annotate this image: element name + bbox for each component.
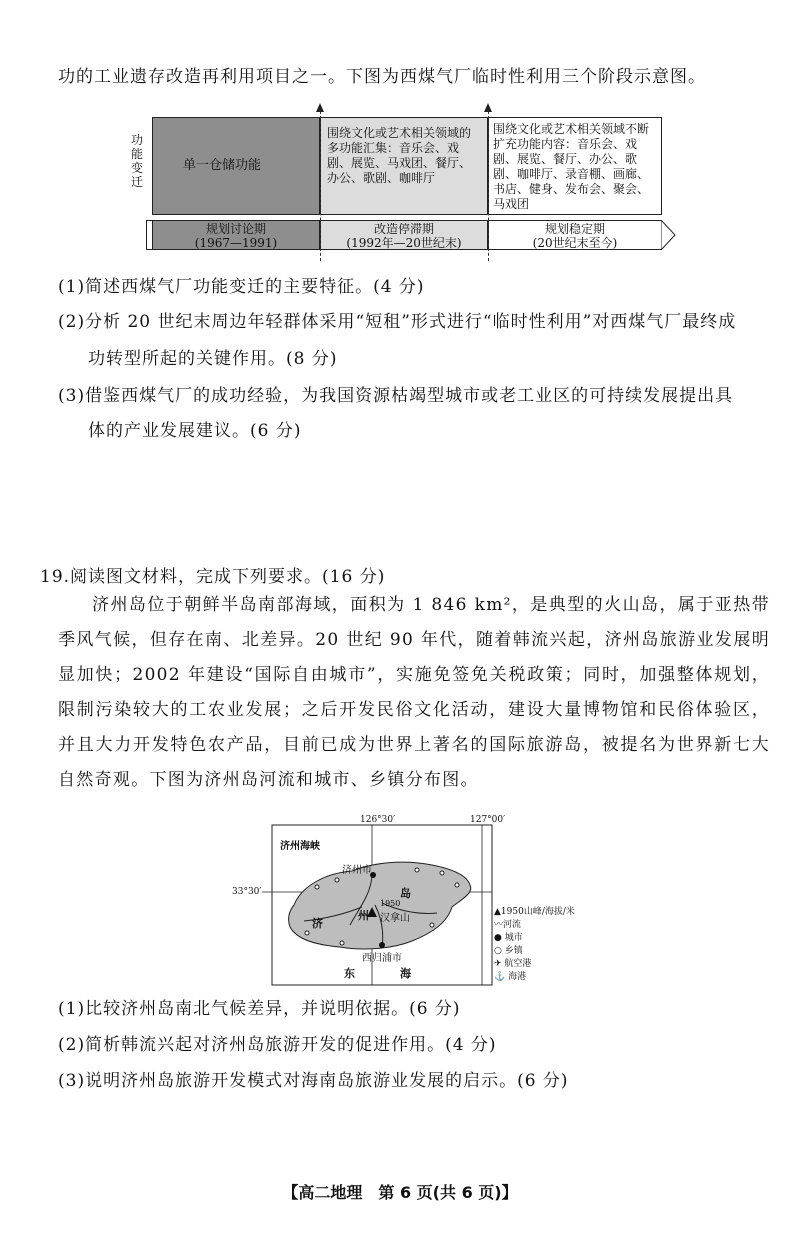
legend-city: ● 城市 bbox=[494, 933, 523, 943]
strait-label: 济州海峡 bbox=[280, 841, 320, 852]
longitude-label: 126°30′ bbox=[360, 815, 396, 825]
intro-line: 功的工业遗存改造再利用项目之一。下图为西煤气厂临时性利用三个阶段示意图。 bbox=[58, 67, 706, 87]
stage3-years: (20世纪末至今) bbox=[532, 236, 618, 250]
q18-sub2b: 功转型所起的关键作用。(8 分) bbox=[88, 349, 338, 369]
timeline-arrow-icon bbox=[661, 220, 677, 250]
city-label-south: 西归浦市 bbox=[362, 953, 402, 964]
stage2-function-box bbox=[320, 117, 488, 215]
legend-seaport: ⚓ 海港 bbox=[494, 972, 527, 982]
town-marker bbox=[415, 868, 419, 872]
island-label: 济 bbox=[312, 917, 323, 930]
q18-sub2a: (2)分析 20 世纪末周边年轻群体采用“短租”形式进行“临时性利用”对西煤气厂最终成 bbox=[58, 312, 737, 332]
q19-material bbox=[58, 588, 770, 798]
stage-diagram bbox=[128, 103, 688, 261]
stage1-function-text: 单一仓储功能 bbox=[183, 158, 262, 173]
divider-1 bbox=[320, 111, 321, 261]
town-marker bbox=[430, 923, 434, 927]
stage3-period bbox=[488, 220, 662, 250]
city-marker bbox=[379, 942, 385, 948]
y-axis-label: 功能变迁 bbox=[130, 133, 143, 189]
map-legend bbox=[494, 906, 575, 984]
q18-sub3b: 体的产业发展建议。(6 分) bbox=[88, 421, 302, 441]
legend-airport: ✈ 航空港 bbox=[494, 959, 532, 969]
sea-label: 海 bbox=[400, 967, 411, 980]
town-marker bbox=[305, 931, 309, 935]
stage3-name: 规划稳定期 bbox=[544, 222, 605, 236]
arrow-up-icon bbox=[484, 103, 492, 112]
q19-sub3: (3)说明济州岛旅游开发模式对海南岛旅游业发展的启示。(6 分) bbox=[58, 1071, 569, 1091]
island-label: 岛 bbox=[400, 887, 411, 900]
town-marker bbox=[340, 941, 344, 945]
stage1-function-box bbox=[152, 117, 320, 215]
stage2-period bbox=[320, 220, 488, 250]
longitude-label: 127°00′ bbox=[470, 815, 506, 825]
legend-peak: ▲1950山峰/海拔/米 bbox=[494, 907, 575, 917]
page-footer: 【高二地理 第 6 页(共 6 页)】 bbox=[282, 1183, 518, 1202]
arrow-up-icon bbox=[316, 103, 324, 112]
stage2-name: 改造停滞期 bbox=[373, 222, 434, 236]
stage2-years: (1992年—20世纪末) bbox=[346, 236, 462, 250]
legend-river: 〰河流 bbox=[494, 920, 522, 930]
stage2-function-text: 围绕文化或艺术相关领域的多功能汇集：音乐会、戏剧、展览、马戏团、餐厅、办公、歌剧、咖啡厅 bbox=[327, 126, 472, 185]
stage3-function-box bbox=[488, 117, 662, 215]
q18-sub3a: (3)借鉴西煤气厂的成功经验，为我国资源枯竭型城市或老工业区的可持续发展提出具 bbox=[58, 386, 734, 406]
town-marker bbox=[315, 885, 319, 889]
stage3-function-text: 围绕文化或艺术相关领域不断扩充功能内容：音乐会、戏剧、展览、餐厅、办公、歌剧、咖啡厅、录音棚、画廊、书店、健身、发布会、聚会、马戏团 bbox=[493, 122, 650, 211]
divider-2 bbox=[488, 111, 489, 261]
stage1-years: (1967—1991) bbox=[194, 236, 278, 250]
q18-sub1: (1)简述西煤气厂功能变迁的主要特征。(4 分) bbox=[58, 277, 425, 297]
stage1-period bbox=[152, 220, 320, 250]
town-marker bbox=[335, 878, 339, 882]
sea-label: 东 bbox=[344, 967, 355, 980]
q19-title: 19.阅读图文材料，完成下列要求。(16 分) bbox=[40, 567, 386, 587]
town-marker bbox=[455, 883, 459, 887]
city-label-north: 济州市 bbox=[342, 865, 372, 876]
town-marker bbox=[440, 871, 444, 875]
timeline-start-cap bbox=[146, 220, 153, 250]
island-label: 州 bbox=[358, 909, 369, 922]
latitude-label: 33°30′ bbox=[232, 887, 262, 897]
peak-elevation: 1950 bbox=[380, 899, 401, 908]
q19-sub1: (1)比较济州岛南北气候差异，并说明依据。(6 分) bbox=[58, 999, 461, 1019]
legend-town: ○ 乡镇 bbox=[494, 946, 523, 956]
stage1-name: 规划讨论期 bbox=[205, 222, 266, 236]
q19-sub2: (2)简析韩流兴起对济州岛旅游开发的促进作用。(4 分) bbox=[58, 1035, 497, 1055]
q19-paragraph: 济州岛位于朝鲜半岛南部海域，面积为 1 846 km²，是典型的火山岛，属于亚热带季风气候，但存在南、北差异。20 世纪 90 年代，随着韩流兴起，济州岛旅游业发展明显加快；2002 年建设“国际自由城市”，实施免签免关税政策；同时，加强整体规划，限制污染较大的工农业发展；之后开发民俗文化活动，建设大量博物馆和民俗体验区，并且大力开发特色农产品，目前已成为世界上著名的国际旅游岛，被提名为世界新七大自然奇观。下图为济州岛河流和城市、乡镇分布图。 bbox=[58, 595, 770, 790]
peak-name: 汉拿山 bbox=[380, 913, 410, 924]
